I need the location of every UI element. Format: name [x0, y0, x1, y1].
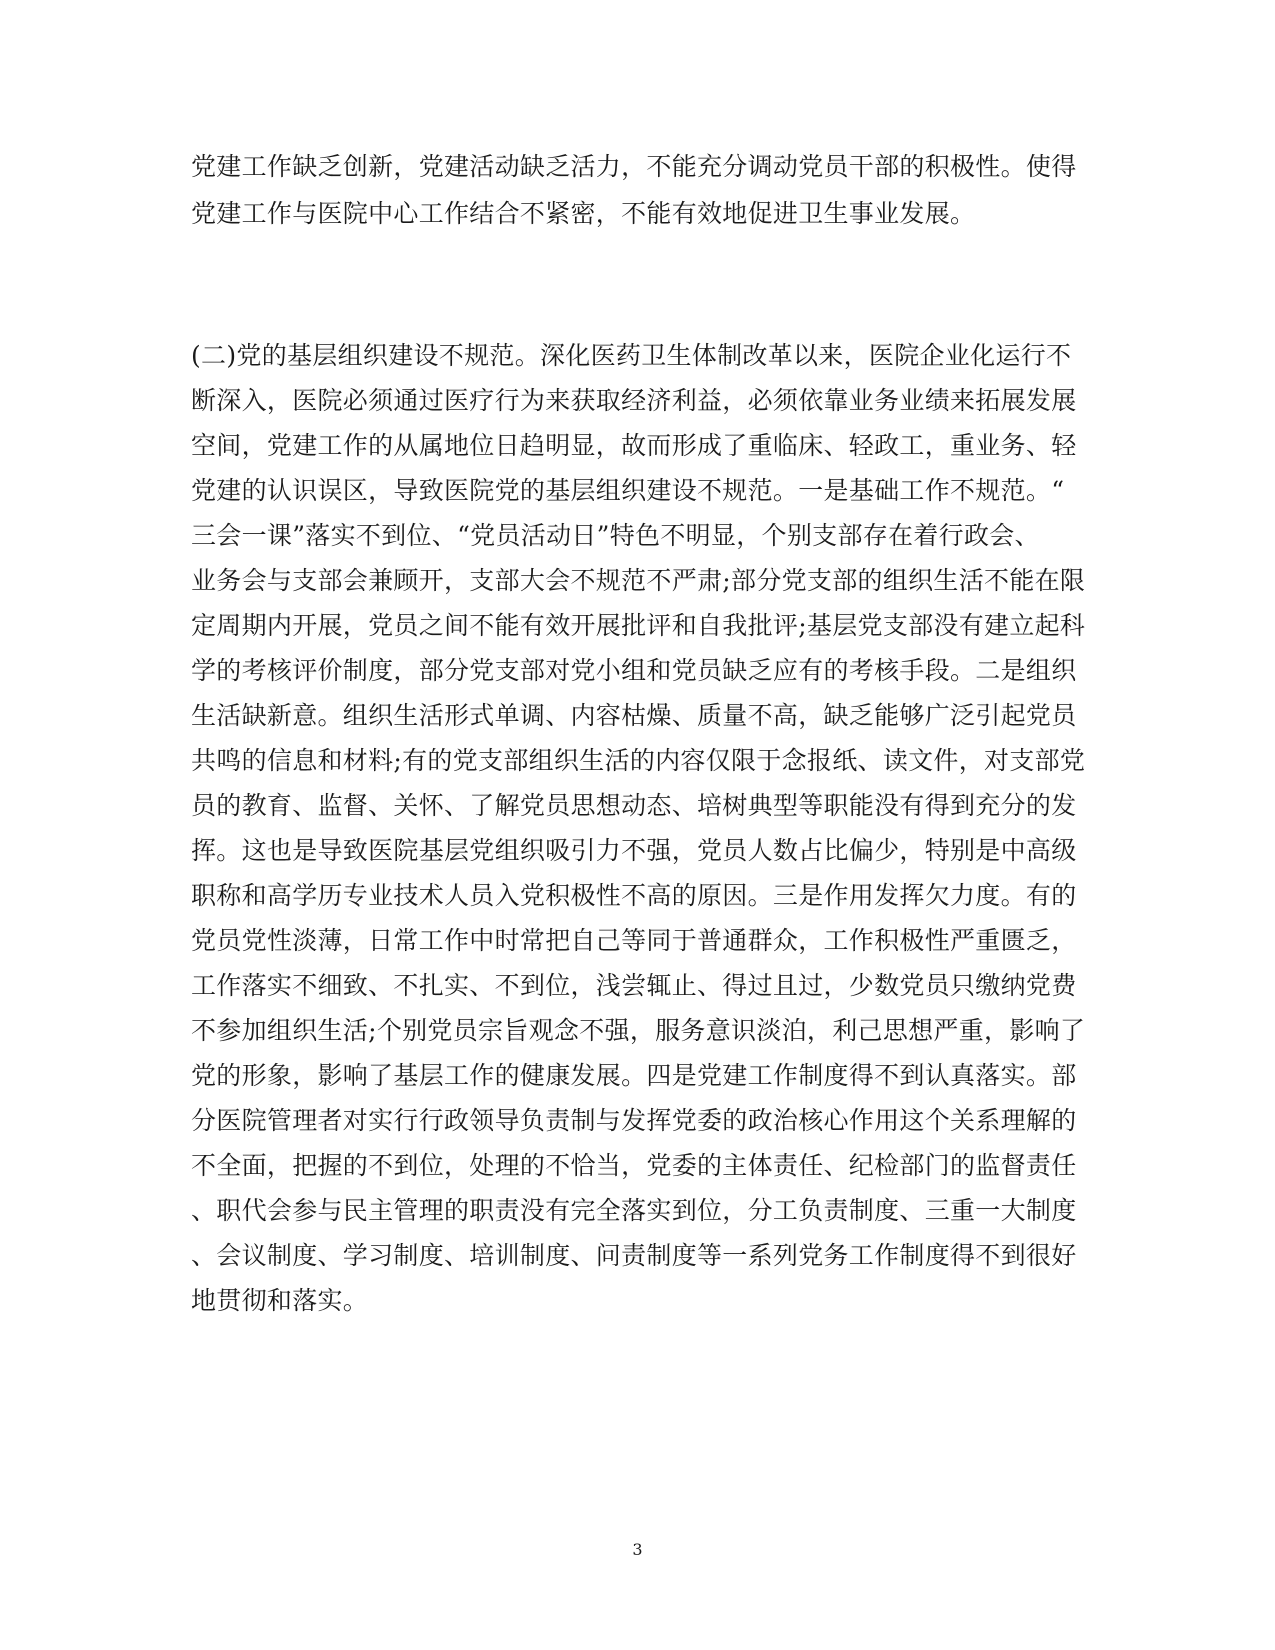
text-line: 党的形象，影响了基层工作的健康发展。四是党建工作制度得不到认真落实。部 [191, 1061, 1077, 1090]
text-line: 员的教育、监督、关怀、了解党员思想动态、培树典型等职能没有得到充分的发 [191, 791, 1077, 820]
page-number: 3 [632, 1540, 643, 1559]
text-line: 空间，党建工作的从属地位日趋明显，故而形成了重临床、轻政工，重业务、轻 [191, 431, 1077, 460]
text-line: 、职代会参与民主管理的职责没有完全落实到位，分工负责制度、三重一大制度 [191, 1196, 1077, 1225]
text-line: 职称和高学历专业技术人员入党积极性不高的原因。三是作用发挥欠力度。有的 [191, 881, 1077, 910]
text-line: 分医院管理者对实行行政领导负责制与发挥党委的政治核心作用这个关系理解的 [191, 1106, 1077, 1135]
text-line: 定周期内开展，党员之间不能有效开展批评和自我批评;基层党支部没有建立起科 [191, 611, 1086, 640]
text-line: 业务会与支部会兼顾开，支部大会不规范不严肃;部分党支部的组织生活不能在限 [191, 566, 1086, 595]
text-line: 学的考核评价制度，部分党支部对党小组和党员缺乏应有的考核手段。二是组织 [191, 656, 1077, 685]
text-line: 生活缺新意。组织生活形式单调、内容枯燥、质量不高，缺乏能够广泛引起党员 [191, 701, 1077, 730]
text-line: 党建的认识误区，导致医院党的基层组织建设不规范。一是基础工作不规范。“ [191, 476, 1065, 505]
text-line: 不参加组织生活;个别党员宗旨观念不强，服务意识淡泊，利己思想严重，影响了 [191, 1016, 1086, 1045]
text-line: 共鸣的信息和材料;有的党支部组织生活的内容仅限于念报纸、读文件，对支部党 [191, 746, 1086, 775]
text-line: 工作落实不细致、不扎实、不到位，浅尝辄止、得过且过，少数党员只缴纳党费 [191, 971, 1077, 1000]
text-line: 断深入，医院必须通过医疗行为来获取经济利益，必须依靠业务业绩来拓展发展 [191, 386, 1077, 415]
text-line: 地贯彻和落实。 [191, 1286, 369, 1315]
text-line: 、会议制度、学习制度、培训制度、问责制度等一系列党务工作制度得不到很好 [191, 1241, 1077, 1270]
text-line: 三会一课”落实不到位、“党员活动日”特色不明显，个别支部存在着行政会、 [191, 521, 1040, 550]
text-line: 党员党性淡薄，日常工作中时常把自己等同于普通群众，工作积极性严重匮乏， [191, 926, 1077, 955]
text-line: 不全面，把握的不到位，处理的不恰当，党委的主体责任、纪检部门的监督责任 [191, 1151, 1077, 1180]
text-line: (二)党的基层组织建设不规范。深化医药卫生体制改革以来，医院企业化运行不 [191, 341, 1072, 370]
text-line: 挥。这也是导致医院基层党组织吸引力不强，党员人数占比偏少，特别是中高级 [191, 836, 1077, 865]
text-line: 党建工作缺乏创新，党建活动缺乏活力，不能充分调动党员干部的积极性。使得 [191, 152, 1077, 181]
text-line: 党建工作与医院中心工作结合不紧密，不能有效地促进卫生事业发展。 [191, 199, 976, 228]
